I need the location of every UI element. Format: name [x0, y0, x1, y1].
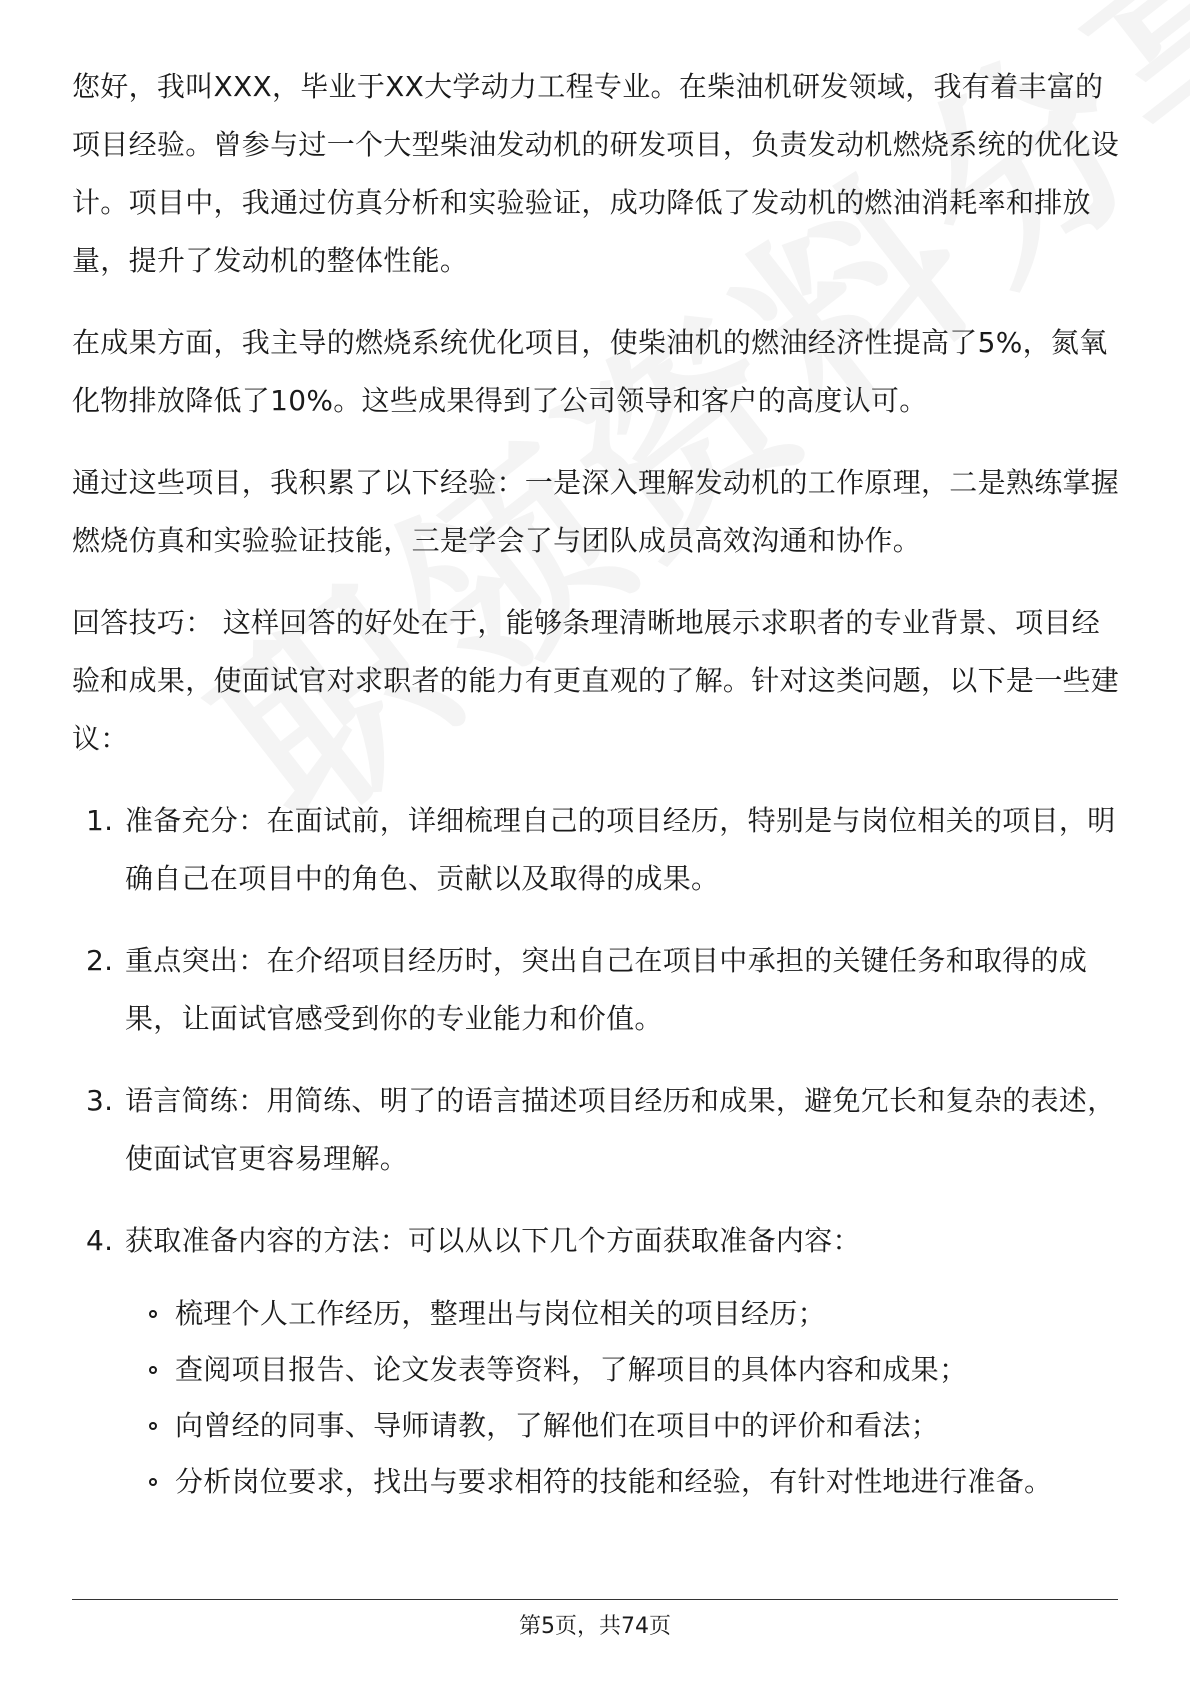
circle-bullet-icon — [149, 1310, 157, 1318]
list-item — [72, 932, 1122, 1048]
document-body — [72, 58, 1122, 1534]
advice-list — [72, 792, 1122, 1510]
list-item-text: 重点突出：在介绍项目经历时，突出自己在项目中承担的关键任务和取得的成果，让面试官感受到你的专业能力和价值。 — [125, 944, 1088, 1035]
list-number: 2. — [86, 944, 114, 977]
page-number: 第5页，共74页 — [519, 1614, 671, 1639]
paragraph-results: 在成果方面，我主导的燃烧系统优化项目，使柴油机的燃油经济性提高了5%，氮氧化物排放降低了10%。这些成果得到了公司领导和客户的高度认可。 — [72, 326, 1108, 417]
sublist-item-text: 向曾经的同事、导师请教，了解他们在项目中的评价和看法； — [175, 1409, 940, 1442]
list-item-text: 获取准备内容的方法：可以从以下几个方面获取准备内容： — [125, 1224, 861, 1257]
sublist-item-text: 梳理个人工作经历，整理出与岗位相关的项目经历； — [175, 1297, 826, 1330]
sublist-item-text: 分析岗位要求，找出与要求相符的技能和经验，有针对性地进行准备。 — [175, 1465, 1053, 1498]
circle-bullet-icon — [149, 1478, 157, 1486]
footer-divider — [72, 1599, 1118, 1600]
circle-bullet-icon — [149, 1422, 157, 1430]
sublist-item — [125, 1286, 1122, 1342]
paragraph-tips: 回答技巧： 这样回答的好处在于，能够条理清晰地展示求职者的专业背景、项目经验和成果，使面试官对求职者的能力有更直观的了解。针对这类问题，以下是一些建议： — [72, 606, 1120, 755]
paragraph-experience: 通过这些项目，我积累了以下经验：一是深入理解发动机的工作原理，二是熟练掌握燃烧仿真和实验验证技能，三是学会了与团队成员高效沟通和协作。 — [72, 466, 1120, 557]
circle-bullet-icon — [149, 1366, 157, 1374]
list-number: 1. — [86, 804, 114, 837]
list-number: 3. — [86, 1084, 114, 1117]
list-item — [72, 792, 1122, 908]
list-item — [72, 1072, 1122, 1188]
paragraph-intro: 您好，我叫XXX，毕业于XX大学动力工程专业。在柴油机研发领域，我有着丰富的项目经验。曾参与过一个大型柴油发动机的研发项目，负责发动机燃烧系统的优化设计。项目中，我通过仿真分析和实验验证，成功降低了发动机的燃油消耗率和排放量，提升了发动机的整体性能。 — [72, 70, 1120, 277]
sublist-item — [125, 1454, 1122, 1510]
list-item-text: 准备充分：在面试前，详细梳理自己的项目经历，特别是与岗位相关的项目，明确自己在项目中的角色、贡献以及取得的成果。 — [125, 804, 1116, 895]
list-item-text: 语言简练：用简练、明了的语言描述项目经历和成果，避免冗长和复杂的表述，使面试官更容易理解。 — [125, 1084, 1116, 1175]
method-sublist — [125, 1286, 1122, 1510]
sublist-item — [125, 1342, 1122, 1398]
list-number: 4. — [86, 1224, 114, 1257]
sublist-item — [125, 1398, 1122, 1454]
list-item — [72, 1212, 1122, 1510]
sublist-item-text: 查阅项目报告、论文发表等资料，了解项目的具体内容和成果； — [175, 1353, 968, 1386]
